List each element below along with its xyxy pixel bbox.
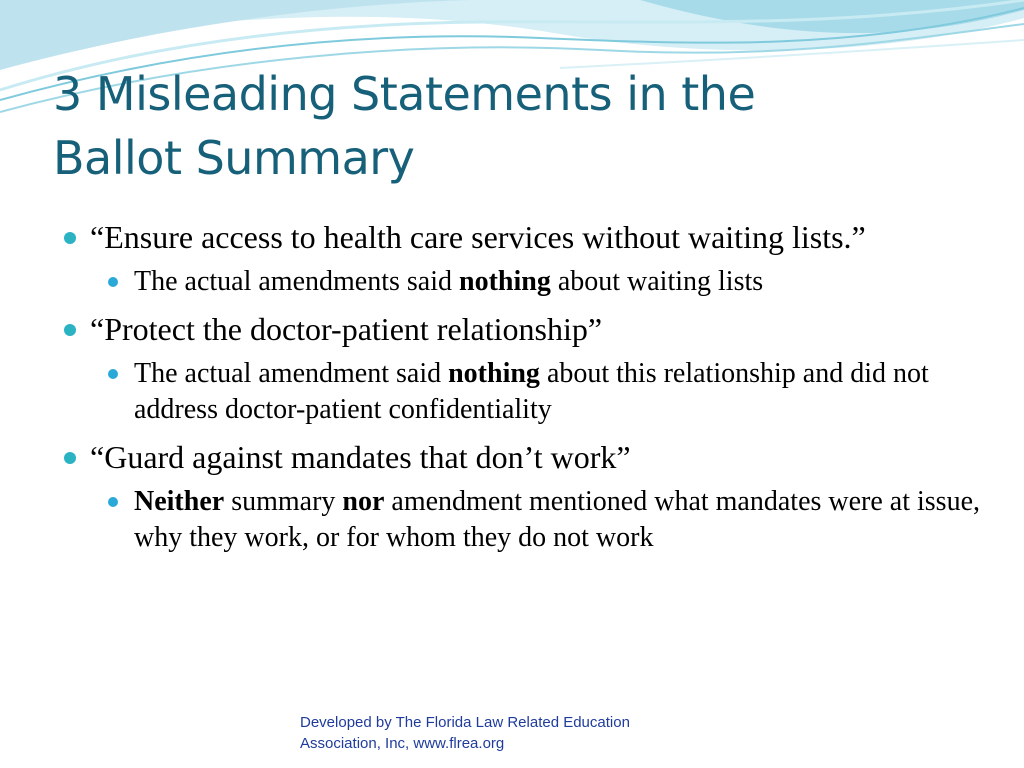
sub-bold: nothing bbox=[448, 358, 540, 389]
title-line-1: 3 Misleading Statements in the bbox=[53, 67, 756, 121]
point-3-sub bbox=[100, 484, 992, 556]
sub-mid: about this relationship and did not address doctor-patient confidentiality bbox=[134, 358, 929, 425]
title-line-2: Ballot Summary bbox=[53, 131, 415, 185]
point-1 bbox=[62, 218, 992, 256]
point-2-text: “Protect the doctor-patient relationship” bbox=[90, 311, 603, 347]
bullet-dot-icon bbox=[108, 369, 118, 379]
footer-credit bbox=[300, 712, 720, 754]
sub-bold: Neither bbox=[134, 486, 225, 517]
bullet-dot-icon bbox=[108, 497, 118, 507]
bullet-dot-icon bbox=[64, 452, 76, 464]
footer-line-1: Developed by The Florida Law Related Education bbox=[300, 714, 630, 731]
bullet-dot-icon bbox=[108, 277, 118, 287]
bullet-list bbox=[62, 218, 992, 566]
point-1-text: “Ensure access to health care services without waiting lists.” bbox=[90, 219, 866, 255]
sub-bold: nothing bbox=[459, 266, 551, 297]
sub-mid: about waiting lists bbox=[550, 266, 764, 297]
sub-pre: The actual amendments said bbox=[134, 266, 459, 297]
point-2-sub bbox=[100, 356, 992, 428]
sub-mid: summary bbox=[224, 486, 343, 517]
bullet-dot-icon bbox=[64, 232, 76, 244]
point-3-text: “Guard against mandates that don’t work” bbox=[90, 439, 631, 475]
point-2 bbox=[62, 310, 992, 348]
sub-bold-2: nor bbox=[342, 486, 385, 517]
sub-pre: The actual amendment said bbox=[134, 358, 449, 389]
sub-post: amendment mentioned what mandates were at issue, why they work, or for whom they do not work bbox=[134, 486, 980, 553]
footer-line-2: Association, Inc, www.flrea.org bbox=[300, 735, 505, 752]
slide-title bbox=[53, 62, 983, 190]
point-3 bbox=[62, 438, 992, 476]
bullet-dot-icon bbox=[64, 324, 76, 336]
point-1-sub bbox=[100, 264, 992, 300]
